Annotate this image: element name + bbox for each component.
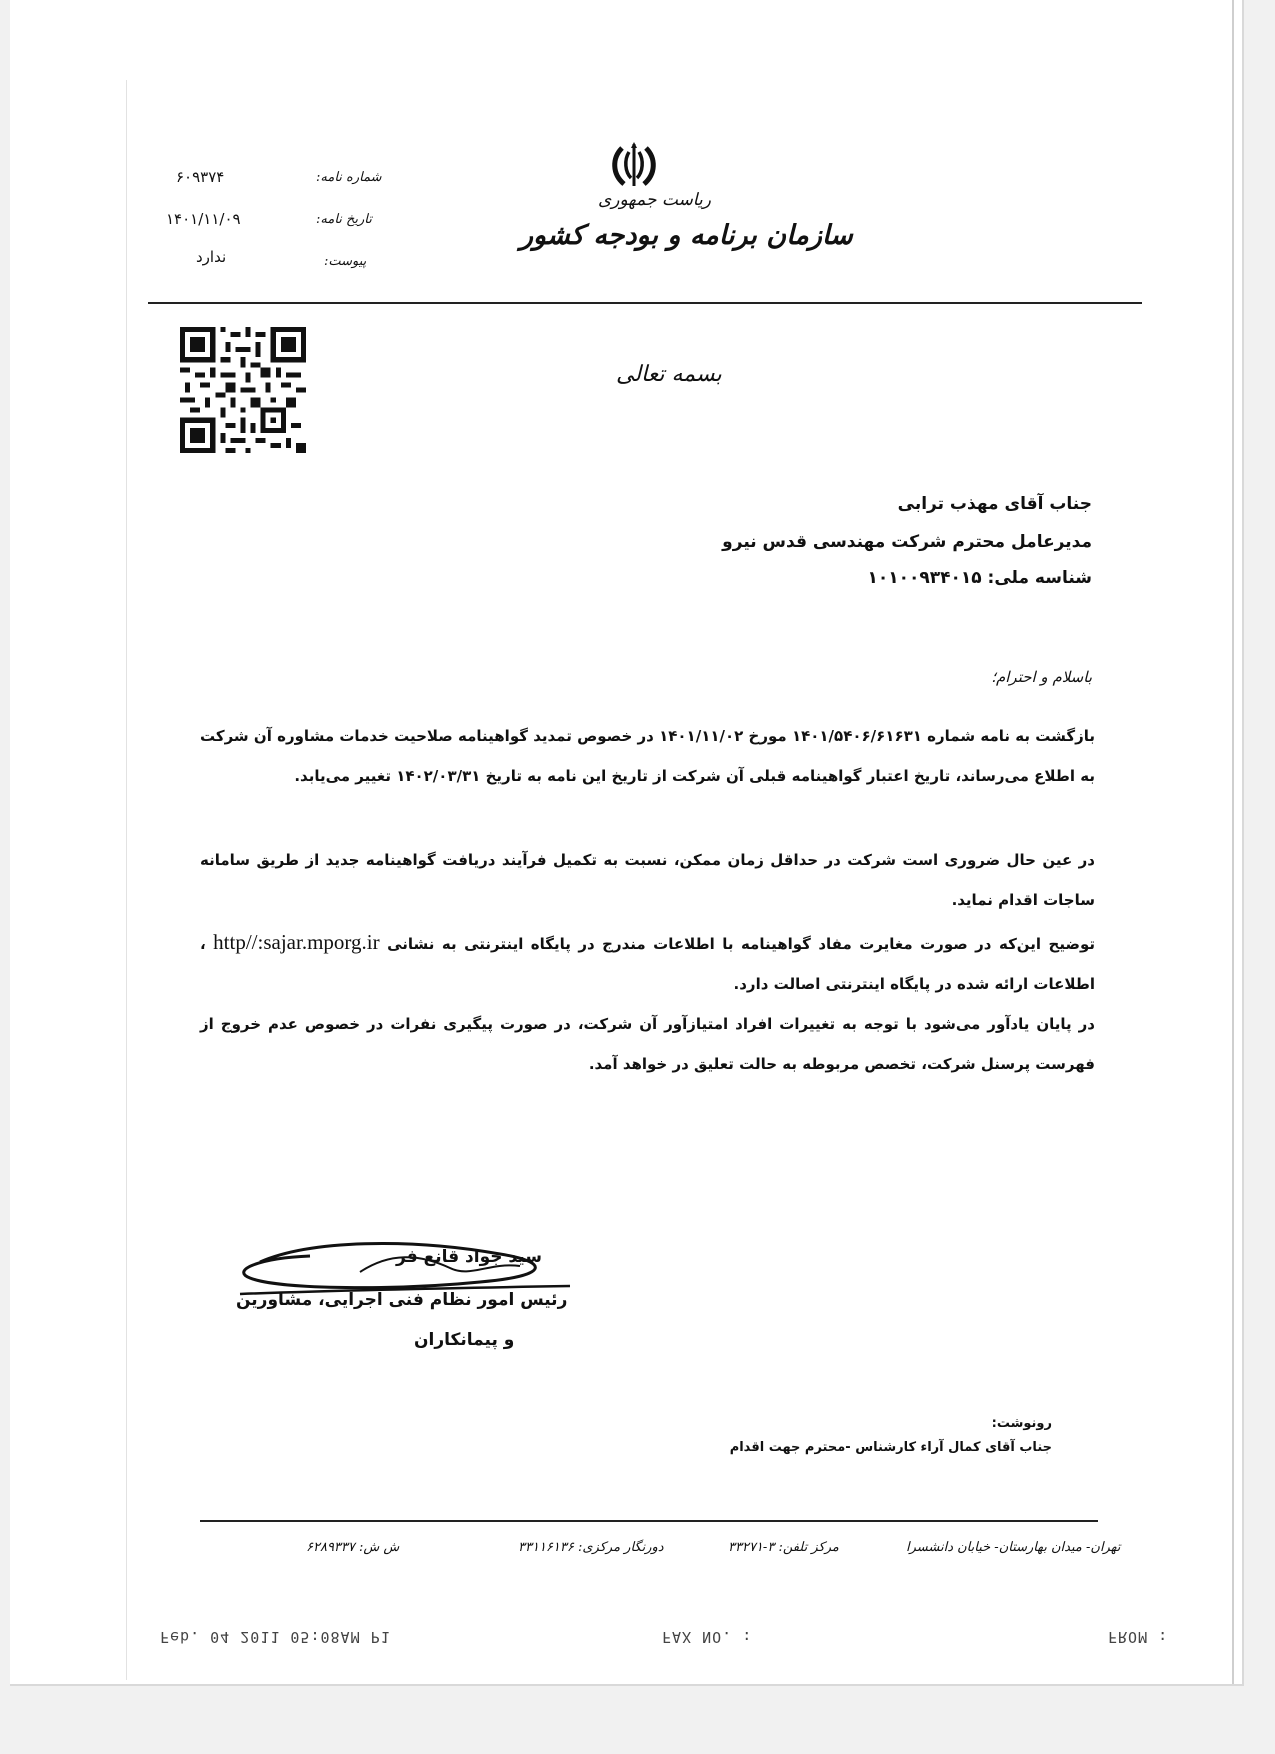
footer-address: تهران- میدان بهارستان- خیابان دانشسرا: [906, 1540, 1121, 1555]
body-paragraph-4: در پایان یادآور می‌شود با توجه به تغییرات افراد امتیازآور آن شرکت، در صورت پیگیری نفرات در خصوص عدم خروج از فهرست پرسنل شرکت، تخصص مربوطه به حالت تعلیق در خواهد آمد.: [200, 1015, 1095, 1073]
letter-number: ۶۰۹۳۷۴: [176, 168, 225, 186]
body-paragraph-2: در عین حال ضروری است شرکت در حداقل زمان ممکن، نسبت به تکمیل فرآیند دریافت گواهینامه جدید از طریق سامانه ساجات اقدام نماید.: [200, 851, 1095, 909]
qr-code: [180, 327, 306, 453]
cc-label: رونوشت:: [991, 1416, 1052, 1431]
signatory-title-cont: و پیمانکاران: [414, 1330, 515, 1350]
body-paragraph-1: بازگشت به نامه شماره ۱۴۰۱/۵۴۰۶/۶۱۶۳۱ مورخ ۱۴۰۱/۱۱/۰۲ در خصوص تمدید گواهینامه صلاحیت خدمات مشاوره آن شرکت به اطلاع می‌رساند، تاریخ اعتبار گواهینامه قبلی آن شرکت از تاریخ این نامه به تاریخ ۱۴۰۲/۰۳/۳۱ تغییر می‌یابد.: [200, 727, 1095, 785]
body-paragraph-3-text: توضیح این‌که در صورت مغایرت مفاد گواهینامه با اطلاعات مندرج در پایگاه اینترنتی به نشانی: [387, 935, 1095, 953]
footer-postal: ش ش: ۶۲۸۹۳۳۷: [306, 1540, 400, 1555]
fold-line: [126, 80, 127, 1680]
footer-phone: مرکز تلفن: ۳-۳۳۲۷۱: [728, 1540, 839, 1555]
signatory-title: رئیس امور نظام فنی اجرایی، مشاورین: [236, 1290, 568, 1310]
org-subtitle: ریاست جمهوری: [598, 190, 711, 210]
addressee-title: مدیرعامل محترم شرکت مهندسی قدس نیرو: [722, 532, 1092, 552]
addressee-name: جناب آقای مهذب ترابی: [897, 494, 1092, 514]
body-paragraph-3-tail: ، اطلاعات ارائه شده در پایگاه اینترنتی اصالت دارد.: [200, 935, 1095, 993]
letter-sheet: [10, 0, 1244, 1686]
footer-fax: دورنگار مرکزی: ۳۳۱۱۶۱۳۶: [518, 1540, 664, 1555]
addressee-national-id: شناسه ملی: ۱۰۱۰۰۹۳۴۰۱۵: [867, 568, 1092, 588]
letter-number-label: شماره نامه:: [316, 170, 382, 185]
fax-from: FROM :: [1108, 1628, 1169, 1646]
letter-date: ۱۴۰۱/۱۱/۰۹: [166, 210, 241, 228]
invocation: بسمه تعالی: [616, 362, 722, 387]
org-name: سازمان برنامه و بودجه کشور: [520, 220, 853, 251]
page-edge: [1232, 0, 1234, 1684]
letter-date-label: تاریخ نامه:: [316, 212, 372, 227]
attachment-label: پیوست:: [324, 254, 367, 269]
footer-rule: [200, 1520, 1098, 1522]
sajar-url: http//:sajar.mporg.ir: [213, 930, 380, 954]
fax-number-label: FAX NO. :: [662, 1628, 753, 1646]
attachment-value: ندارد: [196, 248, 227, 266]
fax-timestamp: Feb. 04 2011 05:08AM P1: [160, 1628, 391, 1646]
body-paragraph-3: [200, 922, 1095, 1004]
cc-recipient: جناب آقای کمال آراء کارشناس -محترم جهت اقدام: [729, 1440, 1052, 1455]
header-rule: [148, 302, 1142, 304]
signatory-name: سید جواد قانع فر: [396, 1247, 542, 1267]
greeting: باسلام و احترام؛: [991, 668, 1092, 686]
iran-emblem-icon: [608, 140, 660, 192]
